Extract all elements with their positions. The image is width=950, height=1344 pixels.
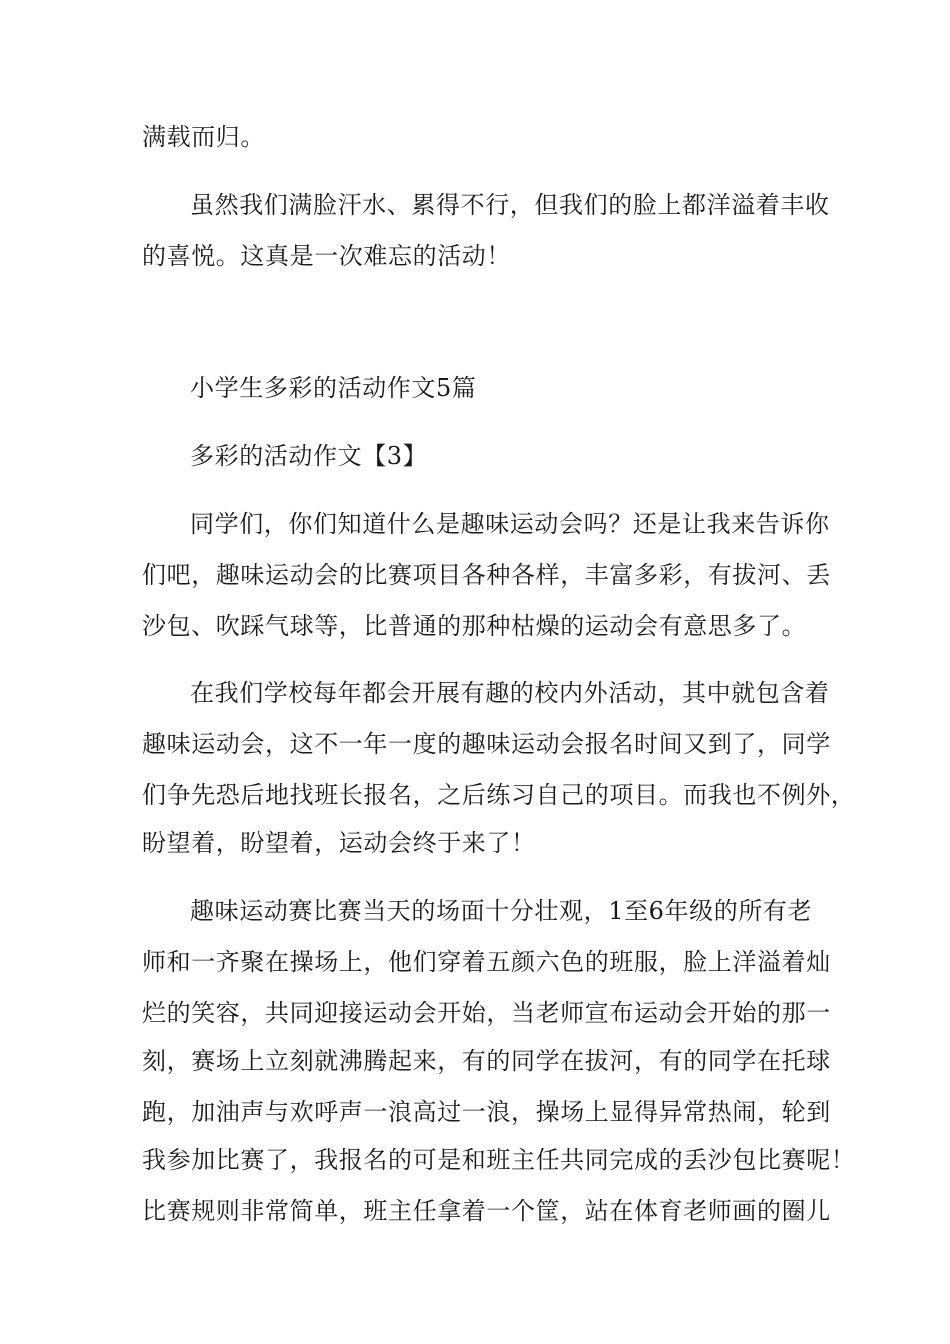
paragraph-line: 趣味运动会，这不一年一度的趣味运动会报名时间又到了，同学	[142, 730, 831, 758]
paragraph-line: 的喜悦。这真是一次难忘的活动！	[142, 242, 511, 270]
paragraph-line: 跑，加油声与欢呼声一浪高过一浪，操场上显得异常热闹，轮到	[142, 1098, 831, 1126]
paragraph-line: 我参加比赛了，我报名的可是和班主任共同完成的丢沙包比赛呢！	[142, 1146, 856, 1174]
paragraph-line: 比赛规则非常简单，班主任拿着一个筐，站在体育老师画的圈儿	[142, 1197, 831, 1225]
paragraph-line: 盼望着，盼望着，运动会终于来了！	[142, 829, 536, 857]
paragraph-line: 同学们，你们知道什么是趣味运动会吗？还是让我来告诉你	[190, 510, 830, 538]
paragraph-line: 刻，赛场上立刻就沸腾起来，有的同学在拔河，有的同学在托球	[142, 1047, 831, 1075]
paragraph-line: 沙包、吹踩气球等，比普通的那种枯燥的运动会有意思多了。	[142, 612, 807, 640]
paragraph-line: 满载而归。	[142, 123, 265, 151]
paragraph-line: 趣味运动赛比赛当天的场面十分壮观，1至6年级的所有老	[190, 897, 813, 925]
article-title: 小学生多彩的活动作文5篇	[190, 374, 477, 402]
paragraph-line: 师和一齐聚在操场上，他们穿着五颜六色的班服，脸上洋溢着灿	[142, 948, 831, 976]
paragraph-line: 虽然我们满脸汗水、累得不行，但我们的脸上都洋溢着丰收	[190, 191, 830, 219]
paragraph-line: 们吧，趣味运动会的比赛项目各种各样，丰富多彩，有拔河、丢	[142, 561, 831, 589]
section-heading: 多彩的活动作文【3】	[190, 442, 428, 470]
paragraph-line: 们争先恐后地找班长报名，之后练习自己的项目。而我也不例外，	[142, 781, 856, 809]
paragraph-line: 烂的笑容，共同迎接运动会开始，当老师宣布运动会开始的那一	[142, 999, 831, 1027]
paragraph-line: 在我们学校每年都会开展有趣的校内外活动，其中就包含着	[190, 679, 830, 707]
